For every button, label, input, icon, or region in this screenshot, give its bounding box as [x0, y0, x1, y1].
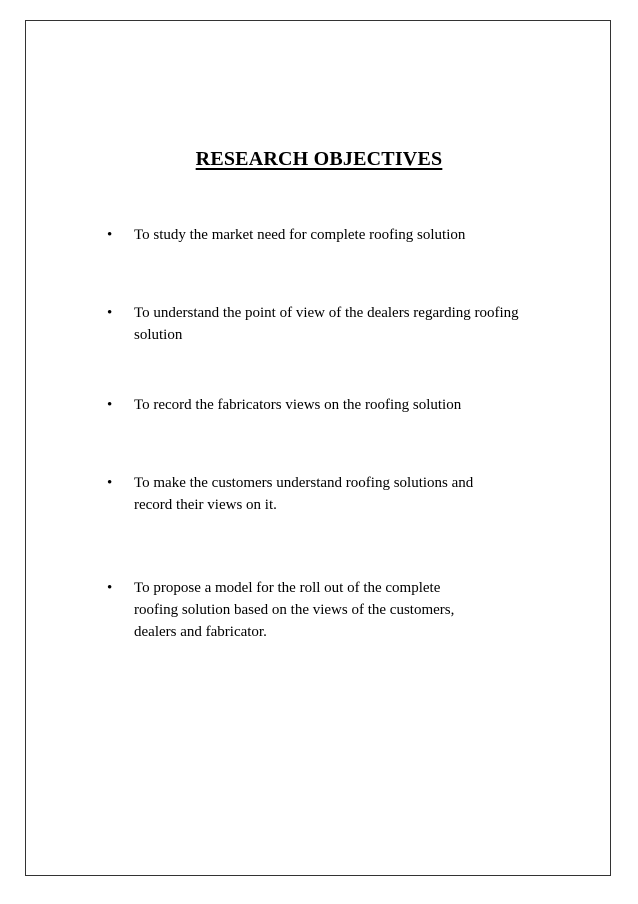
bullet-icon: •: [107, 580, 113, 596]
objective-text: To make the customers understand roofing solutions and record their views on it.: [134, 475, 474, 513]
objective-item: [107, 394, 581, 416]
objective-text: To propose a model for the roll out of the complete roofing solution based on the views of the customers, dealers and fabricator.: [134, 580, 455, 640]
bullet-icon: •: [107, 397, 113, 413]
objective-item: [107, 577, 581, 643]
bullet-icon: •: [107, 475, 113, 491]
bullet-icon: •: [107, 305, 113, 321]
objective-item: [107, 224, 581, 246]
objective-text: To understand the point of view of the dealers regarding roofing solution: [134, 305, 519, 343]
page-title: RESEARCH OBJECTIVES: [195, 148, 443, 170]
objective-item: [107, 302, 581, 346]
objective-text: To record the fabricators views on the roofing solution: [134, 397, 462, 413]
objective-text: To study the market need for complete roofing solution: [134, 227, 466, 243]
objective-item: [107, 472, 581, 516]
bullet-icon: •: [107, 227, 113, 243]
